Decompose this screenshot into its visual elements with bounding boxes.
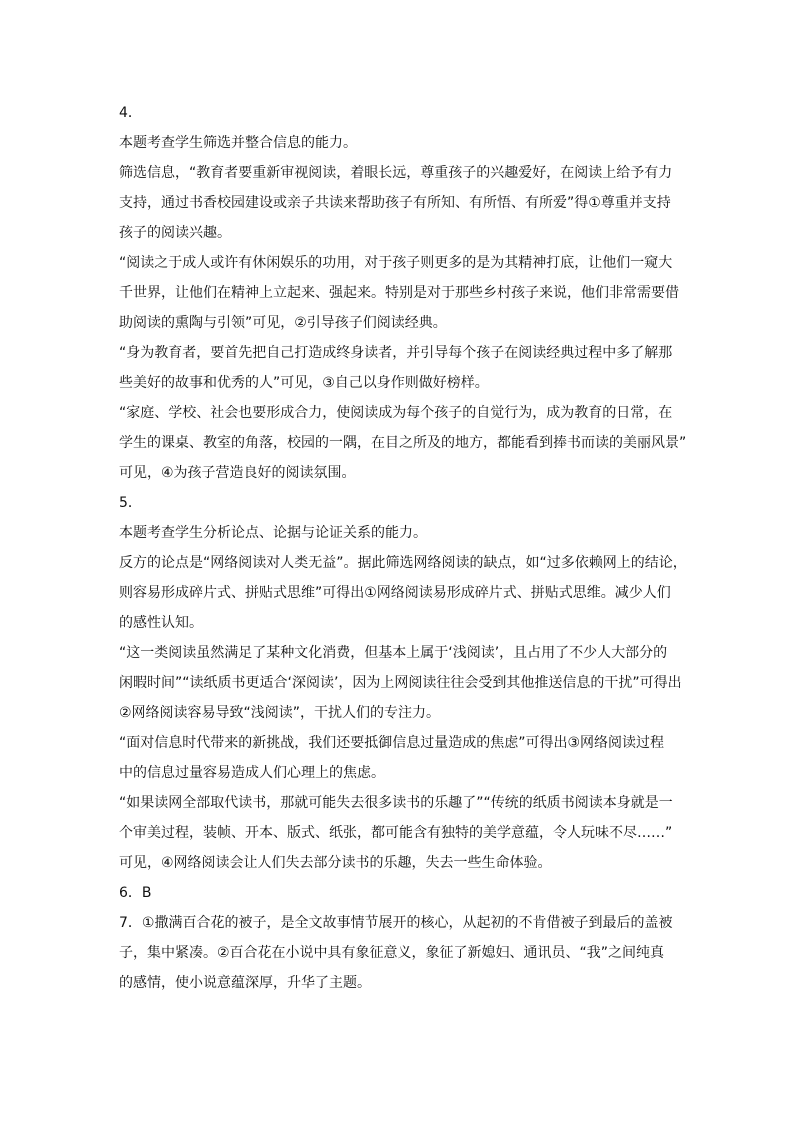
text-line: 孩子的阅读兴趣。 [119,225,231,241]
text-line: “阅读之于成人或许有休闲娱乐的功用，对于孩子则更多的是为其精神打底，让他们一窥大 [119,255,673,271]
intro-line: 本题考查学生分析论点、论据与论证关系的能力。 [119,525,427,541]
question-7-answer [119,908,685,998]
text-line: 反方的论点是“网络阅读对人类无益”。据此筛选网络阅读的缺点，如“过多依赖网上的结论， [119,555,687,571]
text-line: 子，集中紧凑。②百合花在小说中具有象征意义，象征了新媳妇、通讯员、“我”之间纯真 [119,945,665,961]
text-line: 可见，④网络阅读会让人们失去部分读书的乐趣，失去一些生命体验。 [119,855,552,871]
text-line: “家庭、学校、社会也要形成合力，使阅读成为每个孩子的自觉行为，成为教育的日常，在 [119,405,673,421]
text-line: 中的信息过量容易造成人们心理上的焦虑。 [119,765,385,781]
text-line: 闲暇时间”“读纸质书更适合‘深阅读’，因为上网阅读往往会受到其他推送信息的干扰”可得出 [119,675,682,691]
text-line: 支持，通过书香校园建设或亲子共读来帮助孩子有所知、有所悟、有所爱”得①尊重并支持 [119,195,671,211]
question-5-paragraph-2 [119,638,685,728]
text-line: 个审美过程，装帧、开本、版式、纸张，都可能含有独特的美学意蕴，令人玩味不尽……” [119,825,673,841]
text-line: 些美好的故事和优秀的人”可见，③自己以身作则做好榜样。 [119,375,489,391]
question-number: 4． [119,105,142,121]
text-line: “这一类阅读虽然满足了某种文化消费，但基本上属于‘浅阅读’，且占用了不少人大部分的 [119,645,668,661]
question-5-number [119,488,685,518]
question-number: 5． [119,495,142,511]
text-line: 7．①撒满百合花的被子，是全文故事情节展开的核心，从起初的不肯借被子到最后的盖被 [119,915,673,931]
text-line: 筛选信息，“教育者要重新审视阅读，着眼长远，尊重孩子的兴趣爱好，在阅读上给予有力 [119,165,673,181]
question-4-paragraph-1 [119,158,685,248]
question-4-intro [119,128,685,158]
answer-document [119,98,685,998]
text-line: 学生的课桌、教室的角落，校园的一隅，在目之所及的地方，都能看到捧书而读的美丽风景” [119,435,687,451]
text-line: 的感情，使小说意蕴深厚，升华了主题。 [119,975,371,991]
question-5-paragraph-4 [119,788,685,878]
text-line: 千世界，让他们在精神上立起来、强起来。特别是对于那些乡村孩子来说，他们非常需要借 [119,285,679,301]
answer-line: 6．B [119,885,152,901]
text-line: 则容易形成碎片式、拼贴式思维”可得出①网络阅读易形成碎片式、拼贴式思维。减少人们 [119,585,671,601]
question-5-intro [119,518,685,548]
question-4-paragraph-4 [119,398,685,488]
text-line: ②网络阅读容易导致“浅阅读”，干扰人们的专注力。 [119,705,441,721]
question-4-paragraph-3 [119,338,685,398]
question-4-paragraph-2 [119,248,685,338]
intro-line: 本题考查学生筛选并整合信息的能力。 [119,135,357,151]
question-4-number [119,98,685,128]
text-line: 的感性认知。 [119,615,203,631]
text-line: 可见，④为孩子营造良好的阅读氛围。 [119,465,356,481]
question-5-paragraph-3 [119,728,685,788]
text-line: 助阅读的熏陶与引领”可见，②引导孩子们阅读经典。 [119,315,447,331]
question-5-paragraph-1 [119,548,685,638]
text-line: “身为教育者，要首先把自己打造成终身读者，并引导每个孩子在阅读经典过程中多了解那 [119,345,673,361]
question-6-answer [119,878,685,908]
text-line: “如果读网全部取代读书，那就可能失去很多读书的乐趣了”“传统的纸质书阅读本身就是一 [119,795,673,811]
text-line: “面对信息时代带来的新挑战，我们还要抵御信息过量造成的焦虑”可得出③网络阅读过程 [119,735,665,751]
